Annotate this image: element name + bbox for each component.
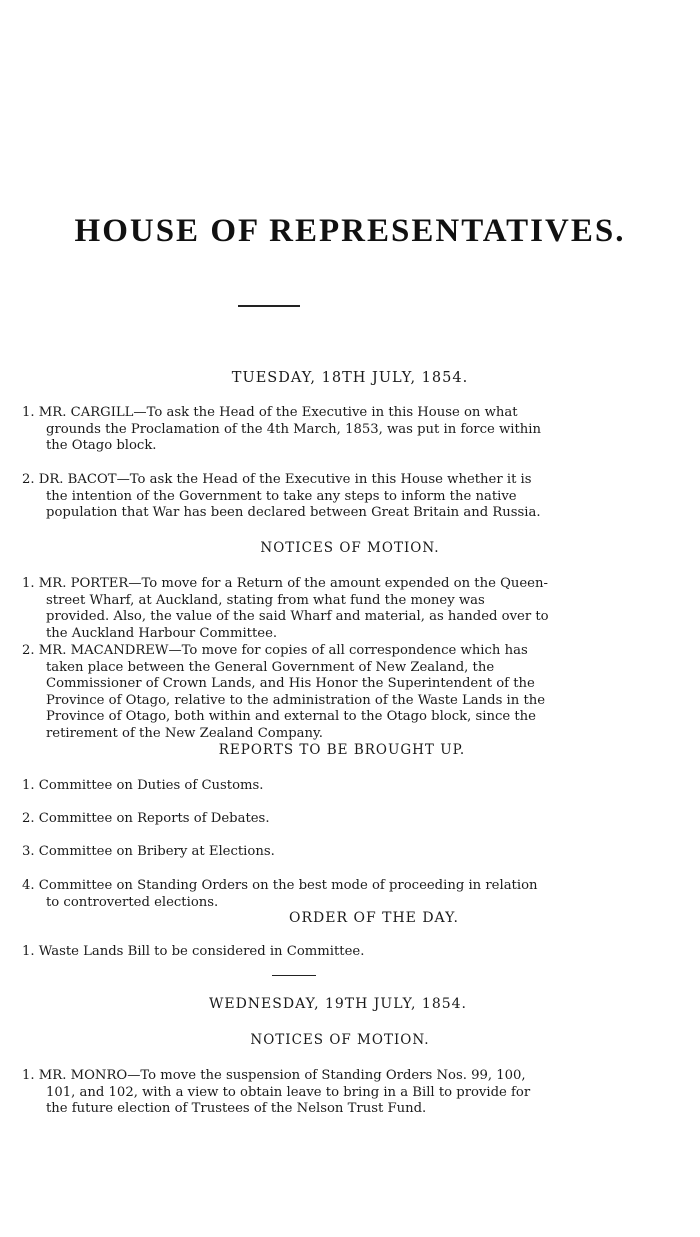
day1-notice-2: [22, 643, 552, 742]
order-of-day-heading: ORDER OF THE DAY.: [289, 910, 459, 926]
item-text: MR. PORTER—To move for a Return of the amount expended on the Queen-street Wharf, at Auckland, stating from what fund the money was provided. Also, the value of the said Wharf and material, as handed over to the Auckland Harbour Committee.: [38, 576, 549, 641]
item-text: DR. BACOT—To ask the Head of the Executive in this House whether it is the intention of the Government to take any steps to inform the native population that War has been declared between Great Britain and Russia.: [38, 472, 541, 520]
day1-date-heading: TUESDAY, 18TH JULY, 1854.: [231, 370, 469, 386]
day2-date-heading: WEDNESDAY, 19TH JULY, 1854.: [208, 996, 468, 1012]
day-divider: [272, 975, 316, 976]
report-3: [22, 844, 552, 861]
day1-notices-heading: NOTICES OF MOTION.: [260, 540, 440, 556]
item-number: 4.: [22, 878, 35, 893]
day2-notice-1: [22, 1068, 552, 1118]
item-text: MR. MACANDREW—To move for copies of all correspondence which has taken place between the General Government of New Zealand, the Commissioner of Crown Lands, and His Honor the Superintendent of the Province of Otago, relative to the administration of the Waste Lands in the Province of Otago, both within and external to the Otago block, since the retirement of the New Zealand Company.: [38, 643, 546, 741]
day1-question-2: [22, 472, 552, 522]
day2-notices-heading: NOTICES OF MOTION.: [250, 1032, 430, 1048]
item-text: MR. MONRO—To move the suspension of Standing Orders Nos. 99, 100, 101, and 102, with a view to obtain leave to bring in a Bill to provide for the future election of Trustees of the Nelson Trust Fund.: [38, 1068, 531, 1116]
item-number: 3.: [22, 844, 35, 859]
report-4: [22, 878, 552, 911]
item-number: 2.: [22, 811, 35, 826]
item-number: 1.: [22, 405, 35, 420]
title-divider: [238, 305, 300, 307]
item-number: 1.: [22, 576, 35, 591]
item-text: Committee on Standing Orders on the best mode of proceeding in relation to controverted elections.: [38, 878, 538, 910]
item-text: Committee on Bribery at Elections.: [38, 844, 275, 859]
document-title: HOUSE OF REPRESENTATIVES.: [74, 213, 626, 249]
item-text: Waste Lands Bill to be considered in Committee.: [38, 944, 365, 959]
item-number: 1.: [22, 944, 35, 959]
item-number: 2.: [22, 472, 35, 487]
item-number: 1.: [22, 778, 35, 793]
day1-notice-1: [22, 576, 552, 642]
item-number: 1.: [22, 1068, 35, 1083]
item-text: MR. CARGILL—To ask the Head of the Executive in this House on what grounds the Proclamation of the 4th March, 1853, was put in force within the Otago block.: [38, 405, 541, 453]
report-2: [22, 811, 552, 828]
day1-question-1: [22, 405, 552, 455]
item-text: Committee on Reports of Debates.: [38, 811, 270, 826]
order-1: [22, 944, 552, 961]
report-1: [22, 778, 552, 795]
item-number: 2.: [22, 643, 35, 658]
item-text: Committee on Duties of Customs.: [38, 778, 264, 793]
reports-heading: REPORTS TO BE BROUGHT UP.: [218, 742, 466, 758]
